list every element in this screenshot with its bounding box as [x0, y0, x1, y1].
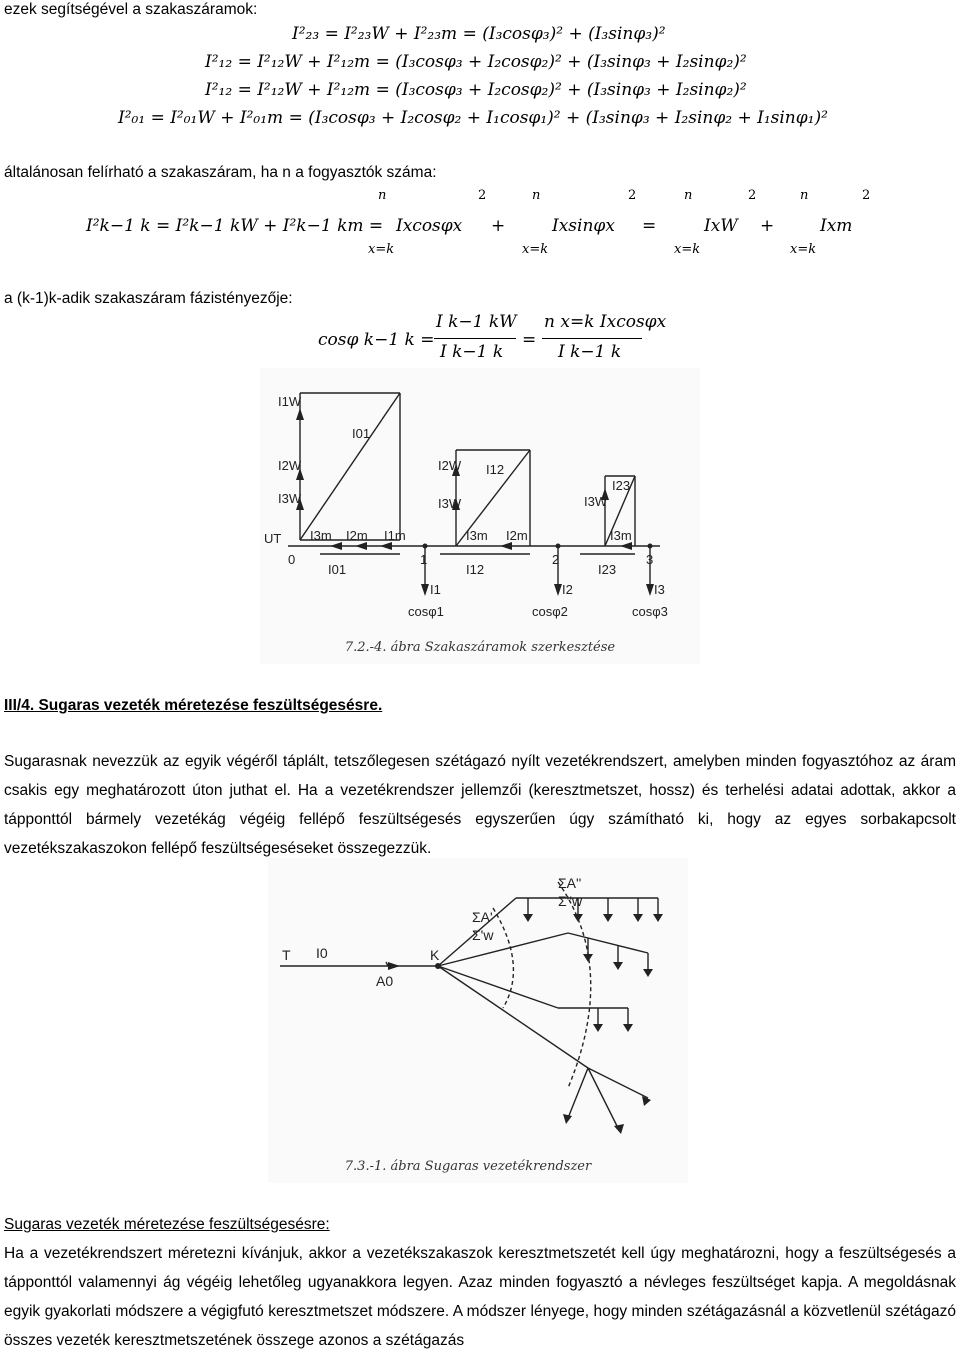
label-i23-top: I23: [612, 478, 631, 493]
label-ut: UT: [264, 531, 282, 546]
label-i1: I1: [430, 582, 441, 597]
label-i23-bottom: I23: [598, 562, 617, 577]
equals-sign: =: [642, 216, 657, 236]
label-a0: A0: [376, 973, 394, 989]
label-cosphi3: cosφ3: [632, 604, 668, 619]
section-currents-diagram: [260, 368, 700, 664]
intro-text: ezek segítségével a szakaszáramok:: [4, 1, 258, 18]
equation-2: I²₁₂ = I²₁₂W + I²₁₂m = (I₃cosφ₃ + I₂cosφ₂)² + (I₃sinφ₃ + I₂sinφ₂)²: [205, 52, 747, 72]
label-i2: I2: [562, 582, 573, 597]
figure1-caption: 7.2.-4. ábra Szakaszáramok szerkesztése: [344, 640, 616, 655]
label-i01-bottom: I01: [328, 562, 347, 577]
pf-num-1: I k−1 kW: [436, 312, 517, 332]
fraction-bar-1: [434, 338, 516, 339]
label-t: T: [282, 947, 291, 963]
label-i0: I0: [316, 945, 328, 961]
sum-top-4: n: [800, 188, 809, 203]
label-i3w-2: I3W: [438, 496, 462, 511]
equation-1: I²₂₃ = I²₂₃W + I²₂₃m = (I₃cosφ₃)² + (I₃sinφ₃)²: [292, 24, 666, 44]
pf-num-2: n x=k Ixcosφx: [544, 312, 667, 332]
general-term-3: IxW: [704, 216, 738, 236]
pf-equation: [318, 310, 667, 370]
figure-section-currents: [260, 368, 700, 664]
pf-lhs: cosφ k−1 k =: [318, 330, 435, 350]
sum-top-1: n: [378, 188, 387, 203]
equation-3: I²₁₂ = I²₁₂W + I²₁₂m = (I₃cosφ₃ + I₂cosφ₂)² + (I₃sinφ₃ + I₂sinφ₂)²: [205, 80, 747, 100]
label-node-3: 3: [646, 552, 654, 567]
label-node-2: 2: [552, 552, 560, 567]
plus-2: +: [760, 216, 775, 236]
general-term-4: Ixm: [820, 216, 853, 236]
exp-2: 2: [628, 188, 637, 203]
general-equation: [86, 188, 886, 263]
label-i2w-2: I2W: [438, 458, 462, 473]
pf-text: a (k-1)k-adik szakaszáram fázistényezője:: [4, 290, 293, 307]
exp-1: 2: [478, 188, 487, 203]
paragraph-1: Sugarasnak nevezzük az egyik végéről táplált, tetszőlegesen szétágazó nyílt vezetékrendszert, amelyben minden fogyasztóhoz az áram csakis egy meghatározott úton juthat el. Ha a vezetékrendszer jellemzői (keresztmetszet, hossz) és terhelési adatai adottak, akkor a tápponttól bármely vezetékág végéig fellépő feszültségesés egyszerűen úgy számítható ki, hogy az egyes sorbakapcsolt vezetékszakaszokon fellépő feszültségeséseket összegezzük.: [4, 753, 956, 857]
label-node-1: 1: [420, 552, 428, 567]
pf-den-1: I k−1 k: [440, 342, 504, 362]
label-i1w: I1W: [278, 394, 302, 409]
label-i01-top: I01: [352, 426, 371, 441]
sum-bottom-4: x=k: [790, 242, 817, 257]
figure-radial-network: [268, 858, 688, 1183]
section-heading: III/4. Sugaras vezeték méretezése feszültségesésre.: [4, 697, 383, 714]
label-k: K: [430, 947, 440, 963]
label-cosphi1: cosφ1: [408, 604, 444, 619]
pf-equals: =: [522, 330, 537, 350]
general-term-1: Ixcosφx: [396, 216, 463, 236]
label-i1m: I1m: [384, 528, 406, 543]
label-i3w-3: I3W: [584, 494, 608, 509]
label-sum-a-prime: ΣA': [472, 909, 493, 925]
sum-bottom-2: x=k: [522, 242, 549, 257]
paragraph-2: Ha a vezetékrendszert méretezni kívánjuk, akkor a vezetékszakaszok keresztmetszetét kell úgy meghatározni, hogy a feszültségesés a tápponttól valamennyi ág végéig lehetőleg ugyanakkora legyen. Azaz minden fogyasztó a névleges feszültséget kapja. A megoldásnak egyik gyakorlati módszere a végigfutó keresztmetszet módszere. A módszer lényege, hogy minden szétágazásnál a közvetlenül szétágazó összes vezeték keresztmetszetének összege azonos a szétágazás: [4, 1245, 956, 1349]
general-eq-lhs: I²k−1 k = I²k−1 kW + I²k−1 km =: [86, 216, 384, 236]
label-i3m-2: I3m: [466, 528, 488, 543]
label-cosphi2: cosφ2: [532, 604, 568, 619]
label-i3w: I3W: [278, 491, 302, 506]
equation-4: I²₀₁ = I²₀₁W + I²₀₁m = (I₃cosφ₃ + I₂cosφ₂ + I₁cosφ₁)² + (I₃sinφ₃ + I₂sinφ₂ + I₁sinφ₁)²: [118, 108, 828, 128]
label-i3: I3: [654, 582, 665, 597]
general-term-2: Ixsinφx: [552, 216, 615, 236]
sum-top-2: n: [532, 188, 541, 203]
label-i3m: I3m: [310, 528, 332, 543]
label-i12-bottom: I12: [466, 562, 485, 577]
figure2-caption: 7.3.-1. ábra Sugaras vezetékrendszer: [344, 1159, 592, 1174]
sum-bottom-1: x=k: [368, 242, 395, 257]
exp-4: 2: [862, 188, 871, 203]
general-text: általánosan felírható a szakaszáram, ha n a fogyasztók száma:: [4, 164, 437, 181]
fraction-bar-2: [542, 338, 642, 339]
label-sum-a-dprime: ΣA'': [558, 875, 582, 891]
radial-network-diagram: [268, 858, 688, 1183]
sum-top-3: n: [684, 188, 693, 203]
label-i2m-2: I2m: [506, 528, 528, 543]
sum-bottom-3: x=k: [674, 242, 701, 257]
sub-heading: Sugaras vezeték méretezése feszültségesésre:: [4, 1216, 330, 1233]
label-i2w: I2W: [278, 458, 302, 473]
label-sum-w-dprime: Σ''w: [558, 893, 583, 909]
label-i3m-3: I3m: [610, 528, 632, 543]
label-sum-w-prime: Σ'w: [472, 927, 494, 943]
label-i2m: I2m: [346, 528, 368, 543]
exp-3: 2: [748, 188, 757, 203]
label-node-0: 0: [288, 552, 296, 567]
plus-1: +: [491, 216, 506, 236]
pf-den-2: I k−1 k: [558, 342, 622, 362]
label-i12-top: I12: [486, 462, 505, 477]
